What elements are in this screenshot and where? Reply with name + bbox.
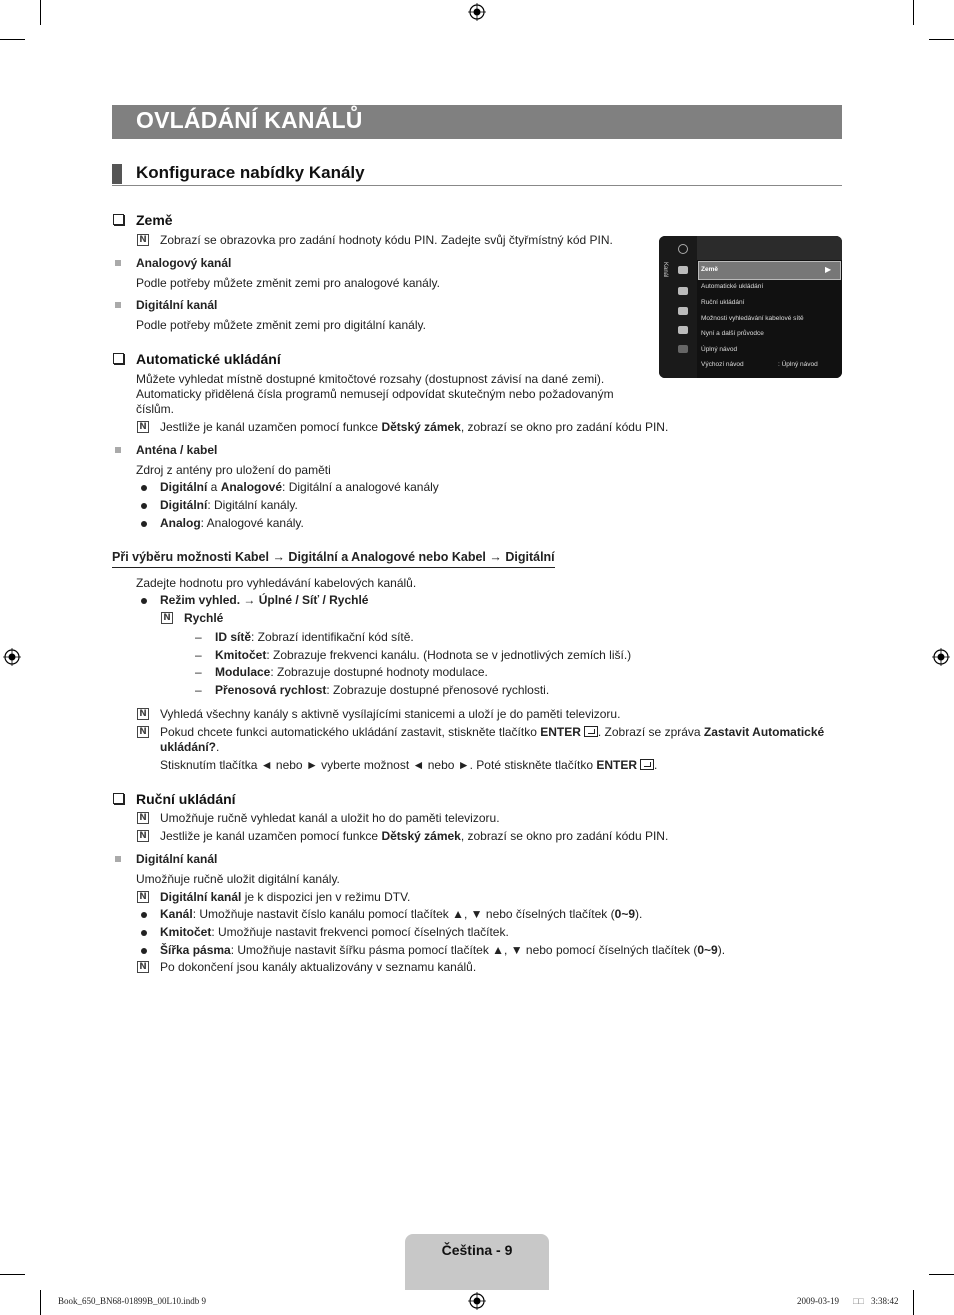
enter-icon bbox=[640, 759, 654, 770]
manual-heading: Ruční ukládání bbox=[136, 791, 236, 807]
imprint-time: 3:38:42 bbox=[871, 1296, 899, 1306]
auto-note: Jestliže je kanál uzamčen pomocí funkce Dětský zámek, zobrazí se okno pro zadání kódu PIN. bbox=[160, 420, 669, 434]
zeme-heading: Země bbox=[136, 212, 173, 228]
manual-digital-text: Umožňuje ručně uložit digitální kanály. bbox=[136, 872, 340, 886]
cable-note: Pokud chcete funkci automatického ukládání zastavit, stiskněte tlačítko ENTER . Zobrazí se zpráva Zastavit Automatické bbox=[160, 725, 825, 739]
osd-item-zeme: Země bbox=[701, 266, 718, 273]
quick-option: ID sítě: Zobrazí identifikační kód sítě. bbox=[215, 630, 414, 644]
chapter-title-bar bbox=[112, 105, 842, 139]
crop-mark bbox=[0, 1274, 25, 1275]
osd-support-icon bbox=[678, 345, 688, 353]
section-divider bbox=[112, 185, 842, 186]
checkbox-bullet-icon bbox=[113, 793, 124, 804]
enter-icon bbox=[584, 726, 598, 737]
dot-bullet-icon bbox=[141, 503, 147, 509]
section-title: Konfigurace nabídky Kanály bbox=[136, 163, 365, 182]
note-icon: N bbox=[137, 726, 149, 738]
crosshair-target-icon bbox=[932, 648, 950, 666]
osd-app-icon bbox=[678, 326, 688, 334]
dash-bullet: – bbox=[195, 683, 202, 697]
dash-bullet: – bbox=[195, 648, 202, 662]
osd-input-icon bbox=[678, 244, 688, 254]
note-icon: N bbox=[137, 421, 149, 433]
crosshair-target-icon bbox=[468, 3, 486, 21]
cable-intro: Zadejte hodnotu pro vyhledávání kabelových kanálů. bbox=[136, 576, 417, 590]
dot-bullet-icon bbox=[141, 948, 147, 954]
note-icon: N bbox=[161, 612, 173, 624]
note-icon: N bbox=[137, 812, 149, 824]
manual-option: Kanál: Umožňuje nastavit číslo kanálu pomocí tlačítek ▲, ▼ nebo číselných tlačítek (0~9). bbox=[160, 907, 643, 921]
dot-bullet-icon bbox=[141, 485, 147, 491]
manual-final-note: Po dokončení jsou kanály aktualizovány v seznamu kanálů. bbox=[160, 960, 477, 974]
note-icon: N bbox=[137, 961, 149, 973]
page-number: Čeština - 9 bbox=[441, 1242, 513, 1258]
dot-bullet-icon bbox=[141, 598, 147, 604]
page-number-tab bbox=[405, 1234, 549, 1290]
note-icon: N bbox=[137, 234, 149, 246]
crop-mark bbox=[0, 39, 25, 40]
cable-note: Vyhledá všechny kanály s aktivně vysílajícími stanicemi a uloží je do paměti televizoru. bbox=[160, 707, 621, 721]
section-marker bbox=[112, 164, 122, 184]
manual-note: Umožňuje ručně vyhledat kanál a uložit ho do paměti televizoru. bbox=[160, 811, 500, 825]
dash-bullet: – bbox=[195, 630, 202, 644]
auto-text: Automaticky přidělená čísla programů nemusejí odpovídat skutečným nebo požadovaným bbox=[136, 387, 614, 401]
osd-gear-icon bbox=[678, 287, 688, 295]
imprint-garbled: □□ bbox=[853, 1296, 864, 1306]
antenna-option: Digitální: Digitální kanály. bbox=[160, 498, 298, 512]
dot-bullet-icon bbox=[141, 930, 147, 936]
imprint-file: Book_650_BN68-01899B_00L10.indb 9 bbox=[58, 1296, 207, 1306]
auto-text: Můžete vyhledat místně dostupné kmitočtové rozsahy (dostupnost závisí na dané zemi). bbox=[136, 372, 605, 386]
osd-item: Nyní a další průvodce bbox=[701, 330, 764, 337]
antenna-option: Digitální a Analogové: Digitální a analogové kanály bbox=[160, 480, 439, 494]
osd-selected-row bbox=[698, 261, 841, 280]
manual-option: Šířka pásma: Umožňuje nastavit šířku pásma pomocí tlačítek ▲, ▼ nebo pomocí číselných tlačítek (0~9). bbox=[160, 943, 726, 957]
crop-mark bbox=[40, 0, 41, 25]
dot-bullet-icon bbox=[141, 521, 147, 527]
osd-item: Automatické ukládání bbox=[701, 283, 764, 290]
imprint-date: 2009-03-19 bbox=[797, 1296, 839, 1306]
analog-heading: Analogový kanál bbox=[136, 256, 232, 270]
cable-note-cont: ukládání?. bbox=[160, 740, 220, 754]
crop-mark bbox=[929, 1274, 954, 1275]
square-bullet-icon bbox=[115, 447, 121, 453]
osd-usb-icon bbox=[678, 307, 688, 315]
analog-text: Podle potřeby můžete změnit zemi pro analogové kanály. bbox=[136, 276, 440, 290]
square-bullet-icon bbox=[115, 302, 121, 308]
cable-section-heading: Při výběru možnosti Kabel → Digitální a Analogové nebo Kabel → Digitální bbox=[112, 550, 555, 568]
search-mode: Režim vyhled. → Úplné / Síť / Rychlé bbox=[160, 593, 369, 607]
antenna-text: Zdroj z antény pro uložení do paměti bbox=[136, 463, 331, 477]
antenna-heading: Anténa / kabel bbox=[136, 443, 218, 457]
osd-side-label: Kanál bbox=[662, 262, 668, 278]
dash-bullet: – bbox=[195, 665, 202, 679]
digital-text: Podle potřeby můžete změnit zemi pro digitální kanály. bbox=[136, 318, 426, 332]
osd-item: Úplný návod bbox=[701, 346, 738, 353]
quick-option: Kmitočet: Zobrazuje frekvenci kanálu. (Hodnota se v jednotlivých zemích liší.) bbox=[215, 648, 632, 662]
osd-arrow-icon: ▶ bbox=[825, 265, 832, 274]
note-icon: N bbox=[137, 830, 149, 842]
tv-menu-screenshot bbox=[659, 236, 842, 378]
osd-item: Výchozí návod bbox=[701, 361, 744, 368]
page-title: OVLÁDÁNÍ KANÁLŮ bbox=[136, 107, 363, 133]
note-icon: N bbox=[137, 708, 149, 720]
crop-mark bbox=[40, 1290, 41, 1315]
crosshair-target-icon bbox=[3, 648, 21, 666]
quick-option: Přenosová rychlost: Zobrazuje dostupné přenosové rychlosti. bbox=[215, 683, 550, 697]
crosshair-target-icon bbox=[468, 1292, 486, 1310]
manual-digital-note: Digitální kanál je k dispozici jen v režimu DTV. bbox=[160, 890, 411, 904]
dot-bullet-icon bbox=[141, 912, 147, 918]
osd-item: Ruční ukládání bbox=[701, 299, 745, 306]
manual-digital-heading: Digitální kanál bbox=[136, 852, 218, 866]
quick-mode-label: Rychlé bbox=[184, 611, 224, 625]
osd-top-band bbox=[697, 236, 842, 260]
zeme-note: Zobrazí se obrazovka pro zadání hodnoty kódu PIN. Zadejte svůj čtyřmístný kód PIN. bbox=[160, 233, 613, 247]
checkbox-bullet-icon bbox=[113, 214, 124, 225]
cable-note: Stisknutím tlačítka ◄ nebo ► vyberte možnost ◄ nebo ►. Poté stiskněte tlačítko ENTER . bbox=[160, 758, 658, 772]
quick-option: Modulace: Zobrazuje dostupné hodnoty modulace. bbox=[215, 665, 488, 679]
osd-item-value: : Úplný návod bbox=[778, 361, 818, 368]
osd-satellite-icon bbox=[678, 266, 688, 274]
digital-heading: Digitální kanál bbox=[136, 298, 218, 312]
crop-mark bbox=[913, 1290, 914, 1315]
antenna-option: Analog: Analogové kanály. bbox=[160, 516, 304, 530]
note-icon: N bbox=[137, 891, 149, 903]
square-bullet-icon bbox=[115, 260, 121, 266]
crop-mark bbox=[929, 39, 954, 40]
auto-text: číslům. bbox=[136, 402, 175, 416]
square-bullet-icon bbox=[115, 856, 121, 862]
manual-note: Jestliže je kanál uzamčen pomocí funkce Dětský zámek, zobrazí se okno pro zadání kódu PIN. bbox=[160, 829, 669, 843]
crop-mark bbox=[913, 0, 914, 25]
auto-heading: Automatické ukládání bbox=[136, 351, 281, 367]
checkbox-bullet-icon bbox=[113, 353, 124, 364]
osd-item: Možnosti vyhledávání kabelové sítě bbox=[701, 315, 804, 322]
manual-option: Kmitočet: Umožňuje nastavit frekvenci pomocí číselných tlačítek. bbox=[160, 925, 509, 939]
